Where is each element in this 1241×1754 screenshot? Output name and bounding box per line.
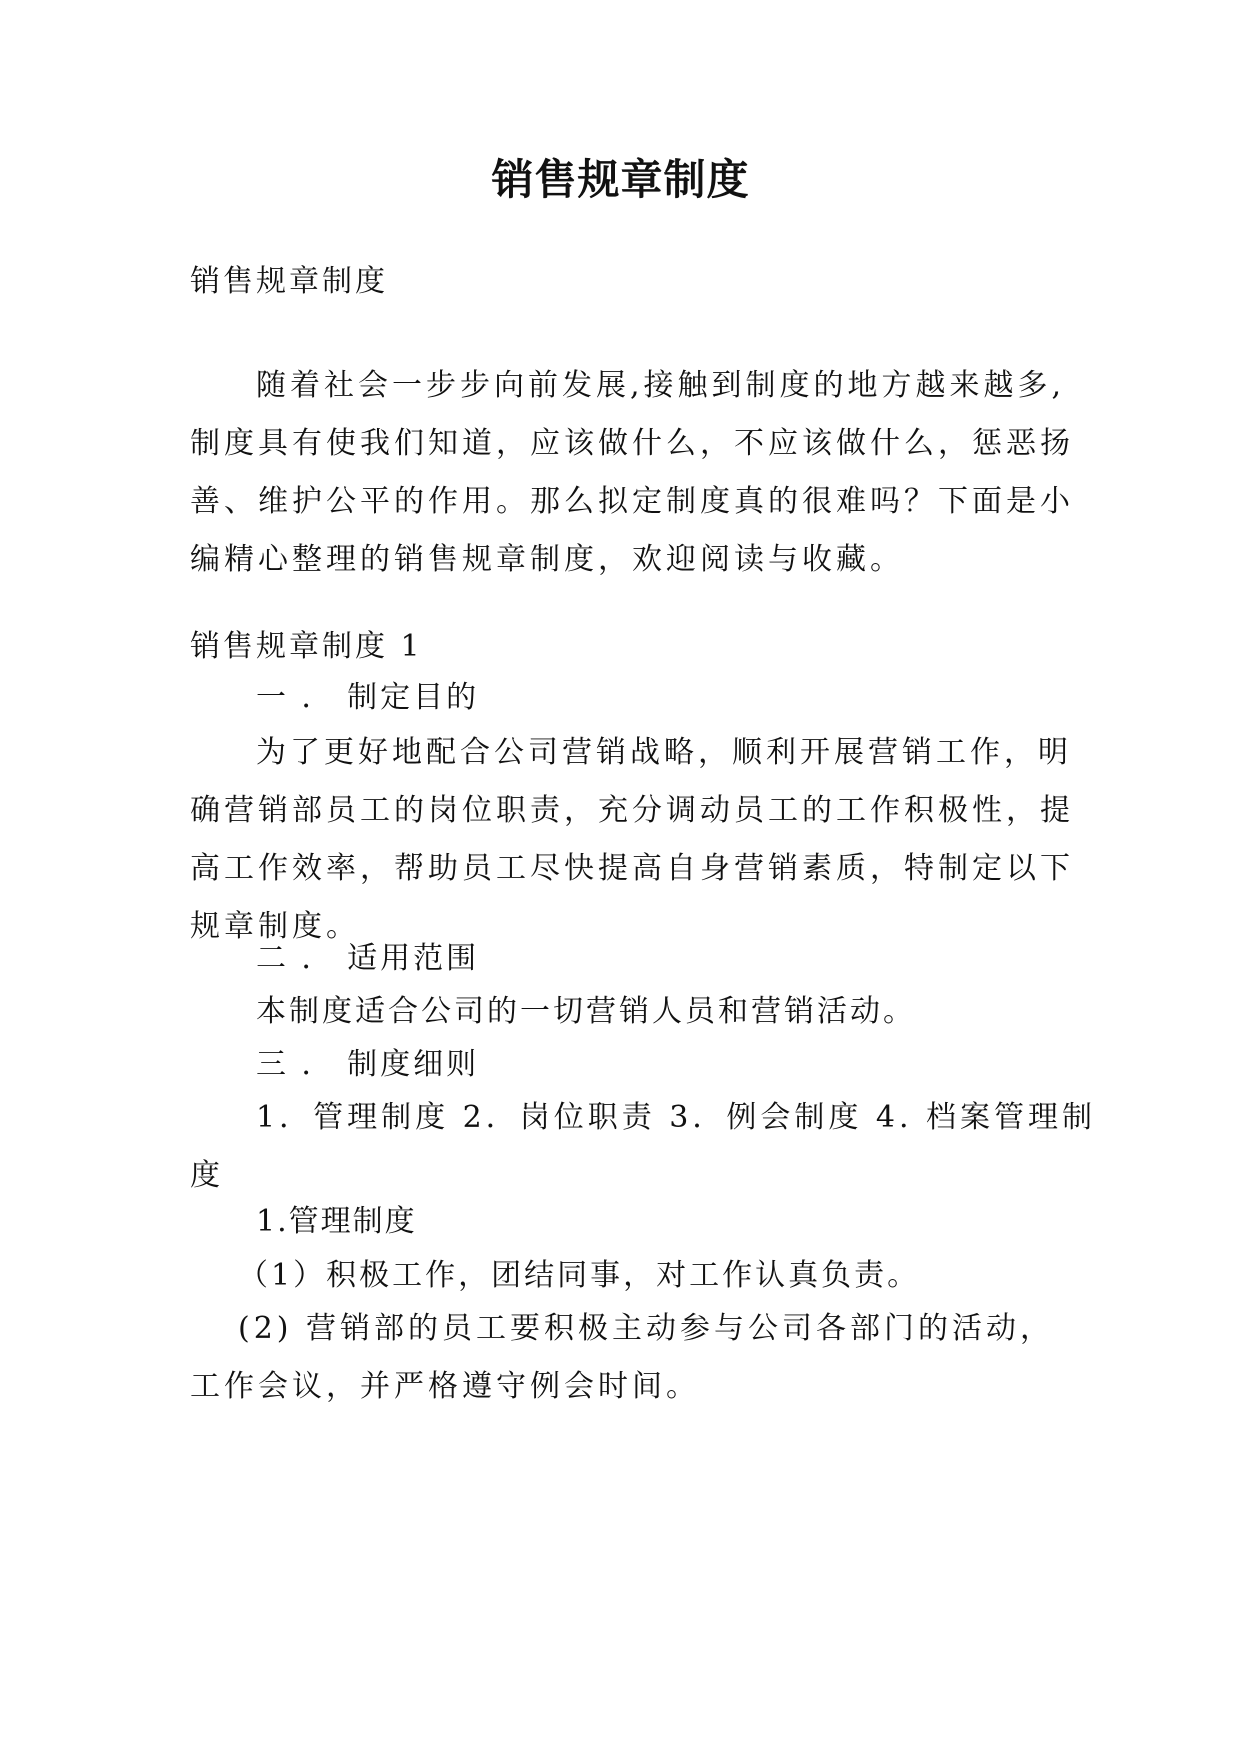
paragraph-line: 度 xyxy=(190,1158,224,1193)
item-heading: 二 ． 适用范围 xyxy=(256,941,480,976)
intro-line: 善、维护公平的作用。那么拟定制度真的很难吗？下面是小 xyxy=(190,484,1074,519)
document-subtitle: 销售规章制度 xyxy=(190,264,388,299)
rule2-paragraph xyxy=(190,1300,1055,1416)
paragraph-line: 为了更好地配合公司营销战略，顺利开展营销工作，明 xyxy=(256,735,1072,770)
section-heading: 销售规章制度 1 xyxy=(190,629,423,664)
sub-heading: 1.管理制度 xyxy=(256,1204,417,1239)
paragraph-line: 工作会议，并严格遵守例会时间。 xyxy=(190,1369,700,1404)
paragraph-line: (2) 营销部的员工要积极主动参与公司各部门的活动， xyxy=(238,1311,1055,1346)
paragraph-line: 本制度适合公司的一切营销人员和营销活动。 xyxy=(256,994,916,1029)
paragraph-line: 高工作效率，帮助员工尽快提高自身营销素质，特制定以下 xyxy=(190,851,1074,886)
item3-paragraph xyxy=(190,1089,1097,1205)
intro-line: 编精心整理的销售规章制度，欢迎阅读与收藏。 xyxy=(190,542,904,577)
intro-line: 制度具有使我们知道，应该做什么，不应该做什么，惩恶扬 xyxy=(190,426,1074,461)
rule-item: （1）积极工作，团结同事，对工作认真负责。 xyxy=(238,1258,921,1293)
paragraph-line: 确营销部员工的岗位职责，充分调动员工的工作积极性，提 xyxy=(190,793,1074,828)
intro-line: 随着社会一步步向前发展,接触到制度的地方越来越多, xyxy=(256,368,1066,403)
item1-paragraph xyxy=(190,724,1074,956)
paragraph-line: 1．管理制度 2．岗位职责 3．例会制度 4. 档案管理制 xyxy=(256,1100,1097,1135)
paragraph-line: 规章制度。 xyxy=(190,909,360,944)
item-heading: 一 ． 制定目的 xyxy=(256,680,480,715)
document-title: 销售规章制度 xyxy=(491,155,750,204)
item-heading: 三 ． 制度细则 xyxy=(256,1047,480,1082)
intro-paragraph xyxy=(190,357,1074,589)
